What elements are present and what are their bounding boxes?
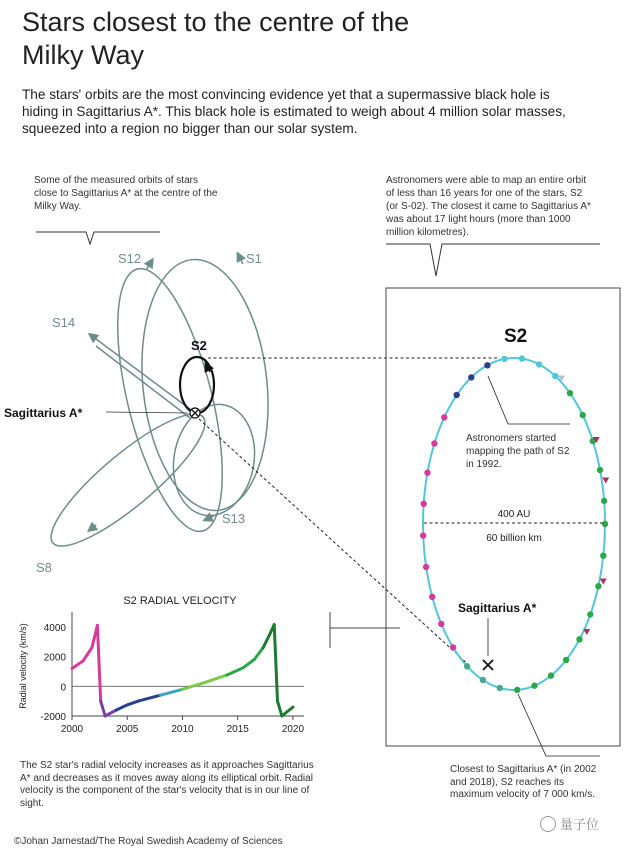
- s2-observation-point: [441, 414, 447, 420]
- sagittarius-marker-left: [106, 408, 200, 418]
- velocity-axes: [72, 612, 304, 716]
- velocity-segment: [160, 689, 182, 695]
- s2-observation-point: [431, 440, 437, 446]
- x-tick-label: 2020: [281, 724, 305, 735]
- x-tick-label: 2010: [171, 724, 194, 735]
- velocity-segment: [97, 625, 100, 701]
- x-tick-label: 2005: [116, 724, 139, 735]
- velocity-segment: [243, 660, 254, 668]
- velocity-segment: [227, 668, 244, 675]
- s2-observation-point: [429, 594, 435, 600]
- s2-observation-point: [587, 611, 593, 617]
- s2-observation-point: [531, 683, 537, 689]
- s2-observation-point: [595, 583, 601, 589]
- velocity-segment: [72, 661, 83, 669]
- s2-observation-points: [420, 355, 609, 693]
- velocity-segment: [254, 648, 263, 660]
- watermark-text: 量子位: [560, 817, 600, 832]
- s2-observation-point: [597, 467, 603, 473]
- velocity-segment: [263, 634, 270, 647]
- y-tick-label: 0: [60, 682, 66, 694]
- s2-observation-point: [424, 470, 430, 476]
- velocity-ylabel: Radial velocity (km/s): [18, 623, 28, 709]
- s2-panel-title: S2: [504, 326, 528, 347]
- s2-observation-point: [601, 498, 607, 504]
- page-title: Stars closest to the centre of the Milky Way: [22, 7, 410, 70]
- size-km-label: 60 billion km: [486, 533, 542, 544]
- credit-line: ©Johan Jarnestad/The Royal Swedish Academy of Sciences: [14, 836, 283, 847]
- x-tick-label: 2000: [60, 724, 84, 735]
- velocity-segment: [205, 675, 227, 683]
- sagittarius-marker-right: [483, 660, 493, 670]
- orbit-s1-arrow: [239, 256, 243, 264]
- y-tick-label: 4000: [43, 622, 66, 634]
- label-s8: S8: [36, 560, 52, 575]
- s2-observation-point: [484, 362, 490, 368]
- s2-observation-point: [423, 564, 429, 570]
- right-note-pointer: [386, 244, 600, 276]
- closest-pointer: [518, 694, 600, 756]
- velocity-segment: [278, 701, 282, 716]
- label-s14: S14: [52, 315, 76, 330]
- s2-observation-point: [567, 390, 573, 396]
- orbit-s8: [36, 397, 220, 563]
- sagittarius-label-left: Sagittarius A*: [4, 406, 83, 420]
- size-au-label: 400 AU: [497, 509, 531, 520]
- left-note-pointer: [36, 232, 160, 244]
- s2-observation-point: [519, 355, 525, 361]
- s2-observation-point: [548, 672, 554, 678]
- label-s13: S13: [222, 511, 246, 526]
- s2-observation-point: [552, 373, 558, 379]
- orbit-s8-arrow: [91, 525, 96, 529]
- y-tick-label: -2000: [40, 712, 66, 723]
- velocity-segment: [116, 705, 127, 710]
- s2-observation-point: [600, 553, 606, 559]
- label-s12: S12: [118, 251, 142, 266]
- velocity-chart: [40, 612, 304, 735]
- right-orbit-note: Astronomers were able to map an entire orbit of less than 16 years for one of the stars, S2 (or S-02). The closest it came to Sagittarius A* was about 17 light hours (more than 1000 million kilometres).: [386, 175, 591, 238]
- s2-observation-point: [576, 636, 582, 642]
- orbit-s13-arrow: [207, 516, 214, 519]
- closest-approach-note: Closest to Sagittarius A* (in 2002 and 2018), S2 reaches its maximum velocity of 7 000 km/s.: [450, 764, 597, 800]
- s2-observation-point: [454, 392, 460, 398]
- s2-observation-point: [468, 374, 474, 380]
- s2-observation-point: [580, 412, 586, 418]
- s2-observation-point: [563, 657, 569, 663]
- s2-observation-point: [497, 685, 503, 691]
- s2-velocity-marker: [602, 478, 609, 484]
- s2-observation-point: [420, 532, 426, 538]
- s2-observation-point: [501, 356, 507, 362]
- velocity-segment: [101, 701, 105, 716]
- label-s1: S1: [246, 251, 262, 266]
- connector-bottom: [199, 419, 470, 666]
- velocity-segment: [105, 710, 116, 716]
- velocity-segment: [127, 701, 138, 705]
- velocity-segment: [83, 648, 92, 661]
- x-tick-label: 2015: [226, 724, 249, 735]
- velocity-segment: [287, 707, 293, 711]
- sagittarius-label-right: Sagittarius A*: [458, 601, 537, 615]
- mapping-pointer: [488, 376, 570, 424]
- velocity-segment: [138, 695, 160, 701]
- left-orbit-note: Some of the measured orbits of stars close to Sagittarius A* at the centre of the Milky Way.: [34, 175, 218, 212]
- orbit-s12-arrow: [146, 262, 151, 270]
- s2-observation-point: [602, 521, 608, 527]
- intro-text: The stars' orbits are the most convincing evidence yet that a supermassive black hole is hiding in Sagittarius A*. This black hole is estimated to weigh about 4 million solar masses, squeezed into a region no bigger than our solar system.: [22, 87, 566, 136]
- s2-observation-point: [514, 687, 520, 693]
- label-s2: S2: [191, 338, 207, 353]
- s2-observation-point: [464, 663, 470, 669]
- s2-observation-point: [480, 677, 486, 683]
- s2-velocity-marker: [600, 578, 607, 584]
- s2-velocity-marker: [583, 629, 590, 635]
- s2-observation-point: [450, 644, 456, 650]
- orbit-s12: [97, 259, 244, 541]
- velocity-chart-title: S2 RADIAL VELOCITY: [123, 595, 237, 607]
- s2-observation-point: [421, 501, 427, 507]
- velocity-caption: The S2 star's radial velocity increases as it approaches Sagittarius A* and decreases as it moves away along its elliptical orbit. Radial velocity is the component of the star's velocity that is in our line of sight.: [20, 760, 314, 809]
- s2-observation-point: [536, 361, 542, 367]
- y-tick-label: 2000: [43, 652, 66, 664]
- s2-observation-point: [438, 621, 444, 627]
- velocity-segment: [274, 625, 277, 702]
- mapping-note: Astronomers started mapping the path of S2 in 1992.: [466, 433, 570, 470]
